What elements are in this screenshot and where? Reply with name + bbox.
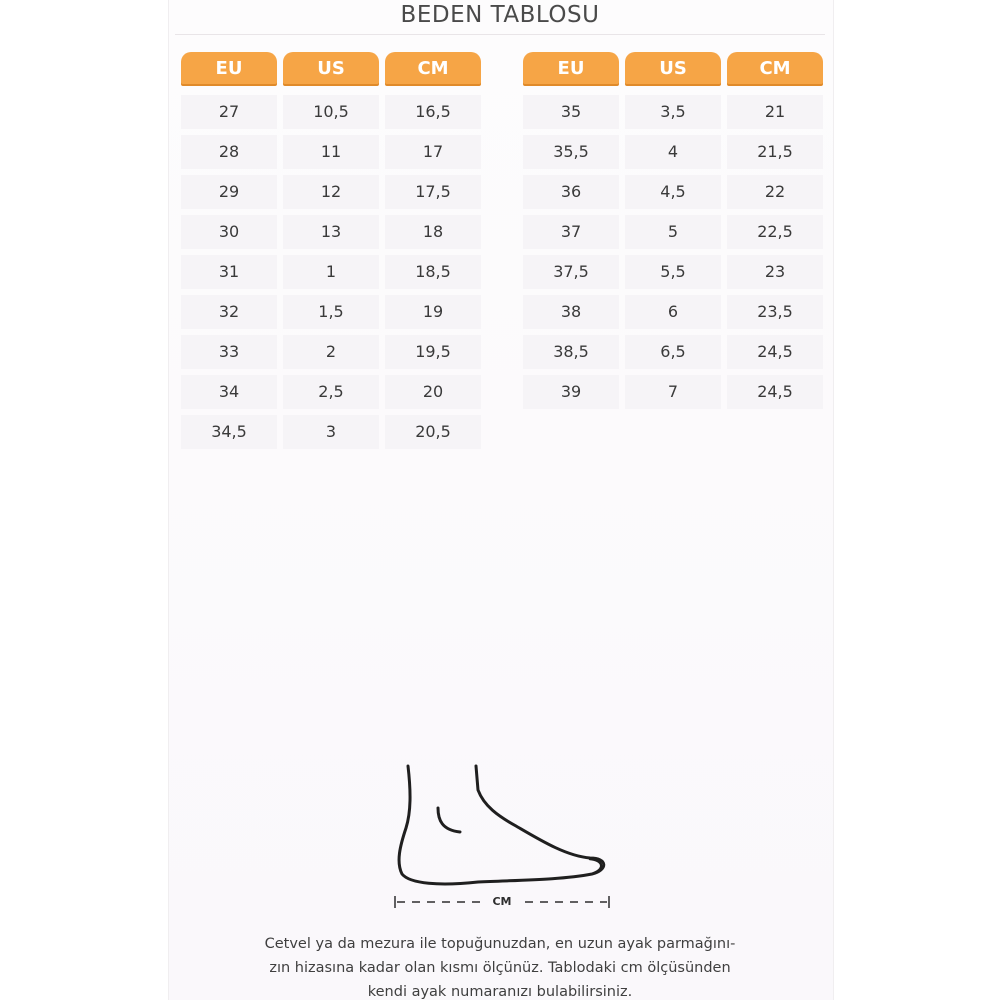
cell-cm: 17,5 <box>385 175 481 209</box>
cell-eu: 27 <box>181 95 277 129</box>
foot-outline-icon <box>380 760 620 910</box>
cell-cm: 16,5 <box>385 95 481 129</box>
table-row <box>181 372 481 412</box>
cell-eu: 34,5 <box>181 415 277 449</box>
cell-cm: 21 <box>727 95 823 129</box>
measurement-line <box>393 892 611 912</box>
cell-cm: 22,5 <box>727 215 823 249</box>
cell-eu: 31 <box>181 255 277 289</box>
cell-eu: 30 <box>181 215 277 249</box>
cell-us: 3,5 <box>625 95 721 129</box>
cell-eu: 33 <box>181 335 277 369</box>
measurement-instructions <box>230 932 770 1004</box>
cell-cm: 22 <box>727 175 823 209</box>
cell-us: 10,5 <box>283 95 379 129</box>
table-body <box>523 92 823 412</box>
cell-us: 13 <box>283 215 379 249</box>
table-row <box>181 212 481 252</box>
table-row <box>523 132 823 172</box>
cell-us: 11 <box>283 135 379 169</box>
cell-us: 7 <box>625 375 721 409</box>
cell-cm: 21,5 <box>727 135 823 169</box>
cell-eu: 35 <box>523 95 619 129</box>
table-row <box>523 212 823 252</box>
instruction-line: Cetvel ya da mezura ile topuğunuzdan, en uzun ayak parmağını- <box>264 936 736 952</box>
cell-eu: 35,5 <box>523 135 619 169</box>
cell-eu: 39 <box>523 375 619 409</box>
cell-eu: 32 <box>181 295 277 329</box>
cell-us: 4 <box>625 135 721 169</box>
table-row <box>523 172 823 212</box>
cell-eu: 28 <box>181 135 277 169</box>
instruction-line: kendi ayak numaranızı bulabilirsiniz. <box>367 984 633 1000</box>
header-cm: CM <box>385 52 481 84</box>
cell-cm: 17 <box>385 135 481 169</box>
cell-us: 2 <box>283 335 379 369</box>
table-row <box>523 332 823 372</box>
cell-eu: 34 <box>181 375 277 409</box>
cell-us: 12 <box>283 175 379 209</box>
cell-eu: 38,5 <box>523 335 619 369</box>
cell-cm: 24,5 <box>727 335 823 369</box>
cell-cm: 23 <box>727 255 823 289</box>
cell-eu: 36 <box>523 175 619 209</box>
size-table-left <box>181 52 481 452</box>
cell-us: 3 <box>283 415 379 449</box>
table-row <box>523 92 823 132</box>
cell-us: 5,5 <box>625 255 721 289</box>
table-row <box>181 292 481 332</box>
table-row <box>181 412 481 452</box>
cell-cm: 18 <box>385 215 481 249</box>
table-header-row <box>523 52 823 86</box>
cell-us: 5 <box>625 215 721 249</box>
cell-us: 6,5 <box>625 335 721 369</box>
header-cm: CM <box>727 52 823 84</box>
table-body <box>181 92 481 452</box>
instruction-line: zın hizasına kadar olan kısmı ölçünüz. Tablodaki cm ölçüsünden <box>269 960 731 976</box>
table-row <box>181 252 481 292</box>
table-row <box>523 292 823 332</box>
size-table-right <box>523 52 823 412</box>
page-title: BEDEN TABLOSU <box>400 2 600 28</box>
table-row <box>181 332 481 372</box>
cell-eu: 29 <box>181 175 277 209</box>
table-row <box>181 172 481 212</box>
cell-cm: 23,5 <box>727 295 823 329</box>
cell-cm: 19,5 <box>385 335 481 369</box>
cell-us: 6 <box>625 295 721 329</box>
cell-eu: 37,5 <box>523 255 619 289</box>
cell-us: 2,5 <box>283 375 379 409</box>
table-row <box>523 252 823 292</box>
cell-eu: 37 <box>523 215 619 249</box>
header-eu: EU <box>181 52 277 84</box>
cell-us: 1 <box>283 255 379 289</box>
cell-cm: 20,5 <box>385 415 481 449</box>
cell-us: 1,5 <box>283 295 379 329</box>
title-divider <box>175 34 825 35</box>
cell-us: 4,5 <box>625 175 721 209</box>
header-us: US <box>625 52 721 84</box>
cell-cm: 18,5 <box>385 255 481 289</box>
table-row <box>181 132 481 172</box>
table-header-row <box>181 52 481 86</box>
cell-eu: 38 <box>523 295 619 329</box>
measure-label: CM <box>492 895 512 908</box>
table-row <box>523 372 823 412</box>
header-us: US <box>283 52 379 84</box>
cell-cm: 20 <box>385 375 481 409</box>
header-eu: EU <box>523 52 619 84</box>
cell-cm: 24,5 <box>727 375 823 409</box>
table-row <box>181 92 481 132</box>
cell-cm: 19 <box>385 295 481 329</box>
